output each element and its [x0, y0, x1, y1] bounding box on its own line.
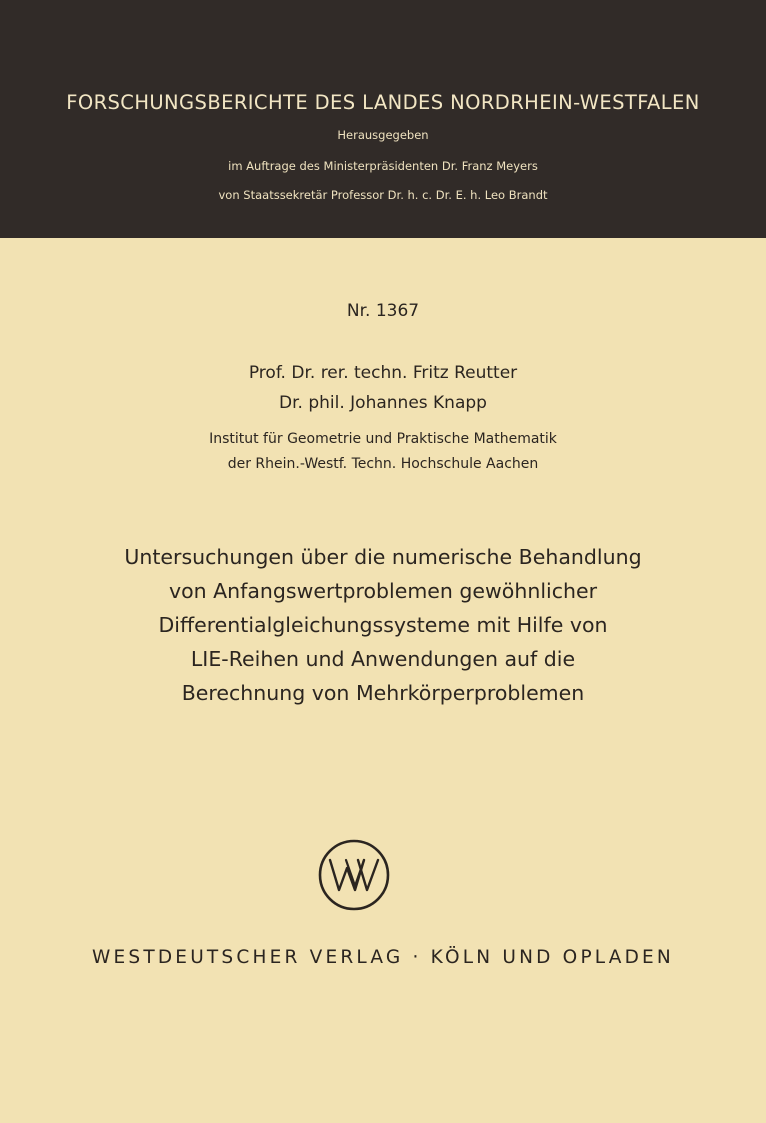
title-line-5: Berechnung von Mehrkörperproblemen — [181, 681, 585, 705]
title-line-2: von Anfangswertproblemen gewöhnlicher — [168, 579, 598, 603]
author-reutter: Prof. Dr. rer. techn. Fritz Reutter — [248, 363, 518, 383]
title-line-1: Untersuchungen über die numerische Behandlung — [124, 545, 642, 569]
author-knapp: Dr. phil. Johannes Knapp — [279, 393, 487, 413]
editor-line-staatssekretaer: von Staatssekretär Professor Dr. h. c. Dr. E. h. Leo Brandt — [218, 188, 548, 202]
institute-line-1: Institut für Geometrie und Praktische Mathematik — [209, 431, 557, 447]
publisher-line: WESTDEUTSCHER VERLAG · KÖLN UND OPLADEN — [92, 947, 674, 968]
editor-line-ministerpraesident: im Auftrage des Ministerpräsidenten Dr. Franz Meyers — [228, 159, 538, 173]
report-number: Nr. 1367 — [346, 301, 420, 321]
wv-publisher-logo-icon — [317, 838, 391, 912]
series-title: FORSCHUNGSBERICHTE DES LANDES NORDRHEIN-WESTFALEN — [66, 91, 700, 114]
herausgegeben-label: Herausgegeben — [337, 128, 429, 142]
title-line-3: Differentialgleichungssysteme mit Hilfe von — [158, 613, 608, 637]
institute-line-2: der Rhein.-Westf. Techn. Hochschule Aachen — [227, 456, 539, 472]
title-line-4: LIE-Reihen und Anwendungen auf die — [190, 647, 576, 671]
header-band — [0, 0, 766, 238]
